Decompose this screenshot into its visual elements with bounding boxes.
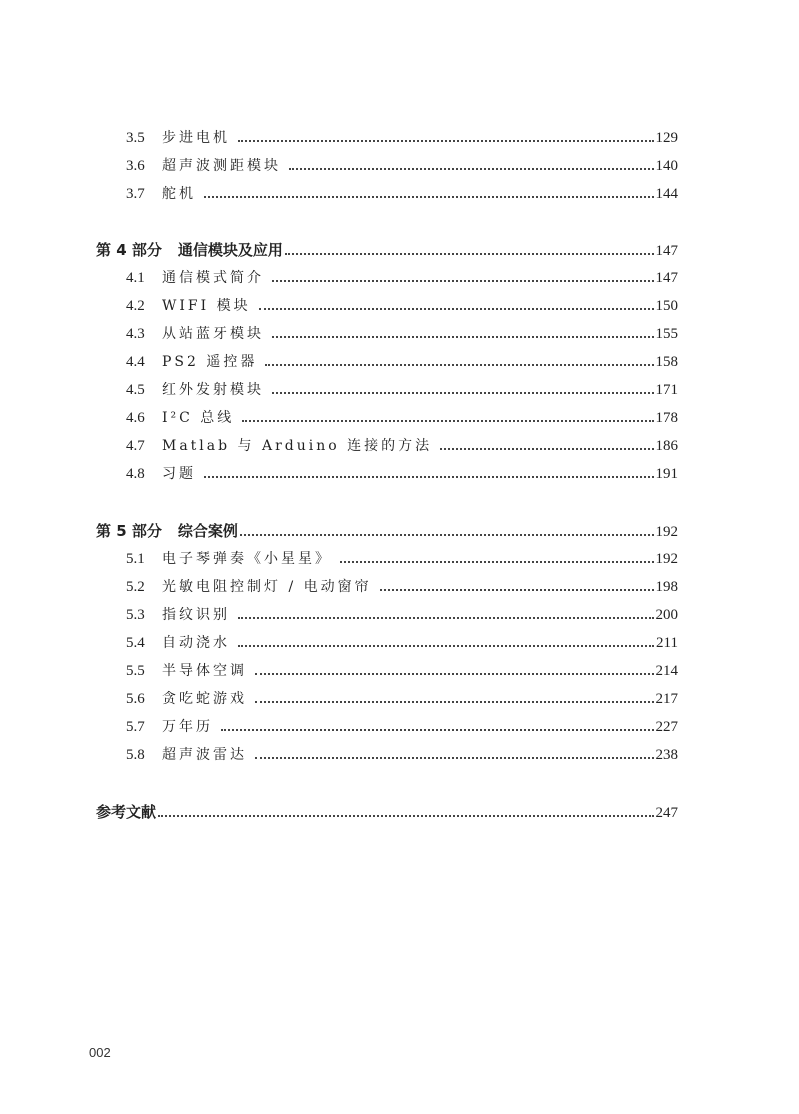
toc-entry-5-7 (126, 717, 678, 737)
toc-entry-4-8 (126, 464, 678, 484)
entry-page: 144 (655, 186, 678, 202)
entry-page: 155 (655, 326, 678, 342)
page-folio: 002 (89, 1045, 111, 1060)
entry-title: 贪吃蛇游戏 (162, 691, 247, 707)
dot-leader (240, 534, 654, 536)
entry-page: 214 (655, 663, 678, 679)
dot-leader (238, 645, 654, 647)
dot-leader (289, 168, 654, 170)
entry-number: 5.4 (126, 635, 145, 651)
entry-page: 191 (655, 466, 678, 482)
toc-entry-5-3 (126, 605, 678, 625)
entry-title: 光敏电阻控制灯 / 电动窗帘 (162, 579, 372, 595)
entry-title: WIFI 模块 (162, 298, 251, 314)
dot-leader (221, 729, 654, 731)
dot-leader (204, 196, 654, 198)
entry-number: 5.5 (126, 663, 145, 679)
entry-number: 4.4 (126, 354, 145, 370)
dot-leader (272, 280, 654, 282)
entry-page: 200 (655, 607, 678, 623)
toc-entry-5-1 (126, 549, 678, 569)
entry-page: 238 (655, 747, 678, 763)
dot-leader (340, 561, 654, 563)
entry-number: 5.2 (126, 579, 145, 595)
dot-leader (158, 815, 653, 817)
entry-title: I²C 总线 (162, 410, 235, 426)
part-label: 第 5 部分 (96, 522, 162, 540)
toc-entry-5-8 (126, 745, 678, 765)
toc-entry-4-6 (126, 408, 678, 428)
entry-number: 4.2 (126, 298, 145, 314)
part-page: 192 (655, 524, 678, 540)
entry-title: 从站蓝牙模块 (162, 326, 264, 342)
entry-title: 指纹识别 (162, 607, 230, 623)
entry-title: 半导体空调 (162, 663, 247, 679)
toc-references (96, 802, 678, 822)
part-page: 147 (655, 243, 678, 259)
entry-page: 158 (655, 354, 678, 370)
part-label: 第 4 部分 (96, 241, 162, 259)
toc-part-4 (96, 240, 678, 260)
toc-entry-4-7 (126, 436, 678, 456)
toc-entry-4-2 (126, 296, 678, 316)
entry-number: 5.1 (126, 551, 145, 567)
dot-leader (204, 476, 654, 478)
part-title: 综合案例 (177, 522, 238, 540)
entry-title: 电子琴弹奏《小星星》 (162, 551, 332, 567)
entry-title: 舵机 (162, 186, 196, 202)
entry-number: 5.8 (126, 747, 145, 763)
entry-title: Matlab 与 Arduino 连接的方法 (162, 438, 433, 454)
entry-number: 4.5 (126, 382, 145, 398)
toc-entry-5-5 (126, 661, 678, 681)
toc-entry-4-3 (126, 324, 678, 344)
entry-number: 5.6 (126, 691, 145, 707)
entry-page: 227 (655, 719, 678, 735)
toc-entry-3-7 (126, 184, 678, 204)
entry-title: 超声波测距模块 (162, 158, 281, 174)
dot-leader (272, 392, 654, 394)
dot-leader (255, 701, 654, 703)
toc-entry-3-5 (126, 128, 678, 148)
entry-page: 211 (656, 635, 678, 651)
entry-page: 147 (655, 270, 678, 286)
entry-title: 习题 (162, 466, 196, 482)
entry-page: 150 (655, 298, 678, 314)
entry-page: 140 (655, 158, 678, 174)
dot-leader (440, 448, 653, 450)
dot-leader (285, 253, 654, 255)
dot-leader (259, 308, 654, 310)
dot-leader (380, 589, 654, 591)
references-title: 参考文献 (96, 803, 157, 821)
references-page: 247 (655, 805, 678, 821)
entry-page: 198 (655, 579, 678, 595)
entry-title: 红外发射模块 (162, 382, 264, 398)
entry-number: 5.7 (126, 719, 145, 735)
dot-leader (272, 336, 654, 338)
entry-number: 5.3 (126, 607, 145, 623)
entry-page: 192 (655, 551, 678, 567)
entry-page: 129 (655, 130, 678, 146)
toc-entry-4-5 (126, 380, 678, 400)
entry-page: 217 (655, 691, 678, 707)
toc-entry-4-1 (126, 268, 678, 288)
dot-leader (238, 617, 654, 619)
entry-number: 4.7 (126, 438, 145, 454)
toc-entry-3-6 (126, 156, 678, 176)
entry-page: 178 (655, 410, 678, 426)
dot-leader (255, 757, 654, 759)
entry-number: 3.5 (126, 130, 145, 146)
entry-page: 171 (655, 382, 678, 398)
dot-leader (238, 140, 654, 142)
entry-title: 超声波雷达 (162, 747, 247, 763)
toc-part-5 (96, 521, 678, 541)
entry-number: 4.1 (126, 270, 145, 286)
entry-title: 自动浇水 (162, 635, 230, 651)
toc-entry-5-4 (126, 633, 678, 653)
entry-title: 万年历 (162, 719, 213, 735)
dot-leader (242, 420, 653, 422)
toc-entry-5-2 (126, 577, 678, 597)
entry-number: 4.8 (126, 466, 145, 482)
entry-number: 4.3 (126, 326, 145, 342)
entry-number: 3.7 (126, 186, 145, 202)
toc-entry-4-4 (126, 352, 678, 372)
entry-number: 4.6 (126, 410, 145, 426)
entry-title: PS2 遥控器 (162, 354, 258, 370)
entry-title: 通信模式简介 (162, 270, 264, 286)
toc-entry-5-6 (126, 689, 678, 709)
entry-title: 步进电机 (162, 130, 230, 146)
part-title: 通信模块及应用 (177, 241, 283, 259)
entry-number: 3.6 (126, 158, 145, 174)
dot-leader (265, 364, 653, 366)
entry-page: 186 (655, 438, 678, 454)
dot-leader (255, 673, 654, 675)
